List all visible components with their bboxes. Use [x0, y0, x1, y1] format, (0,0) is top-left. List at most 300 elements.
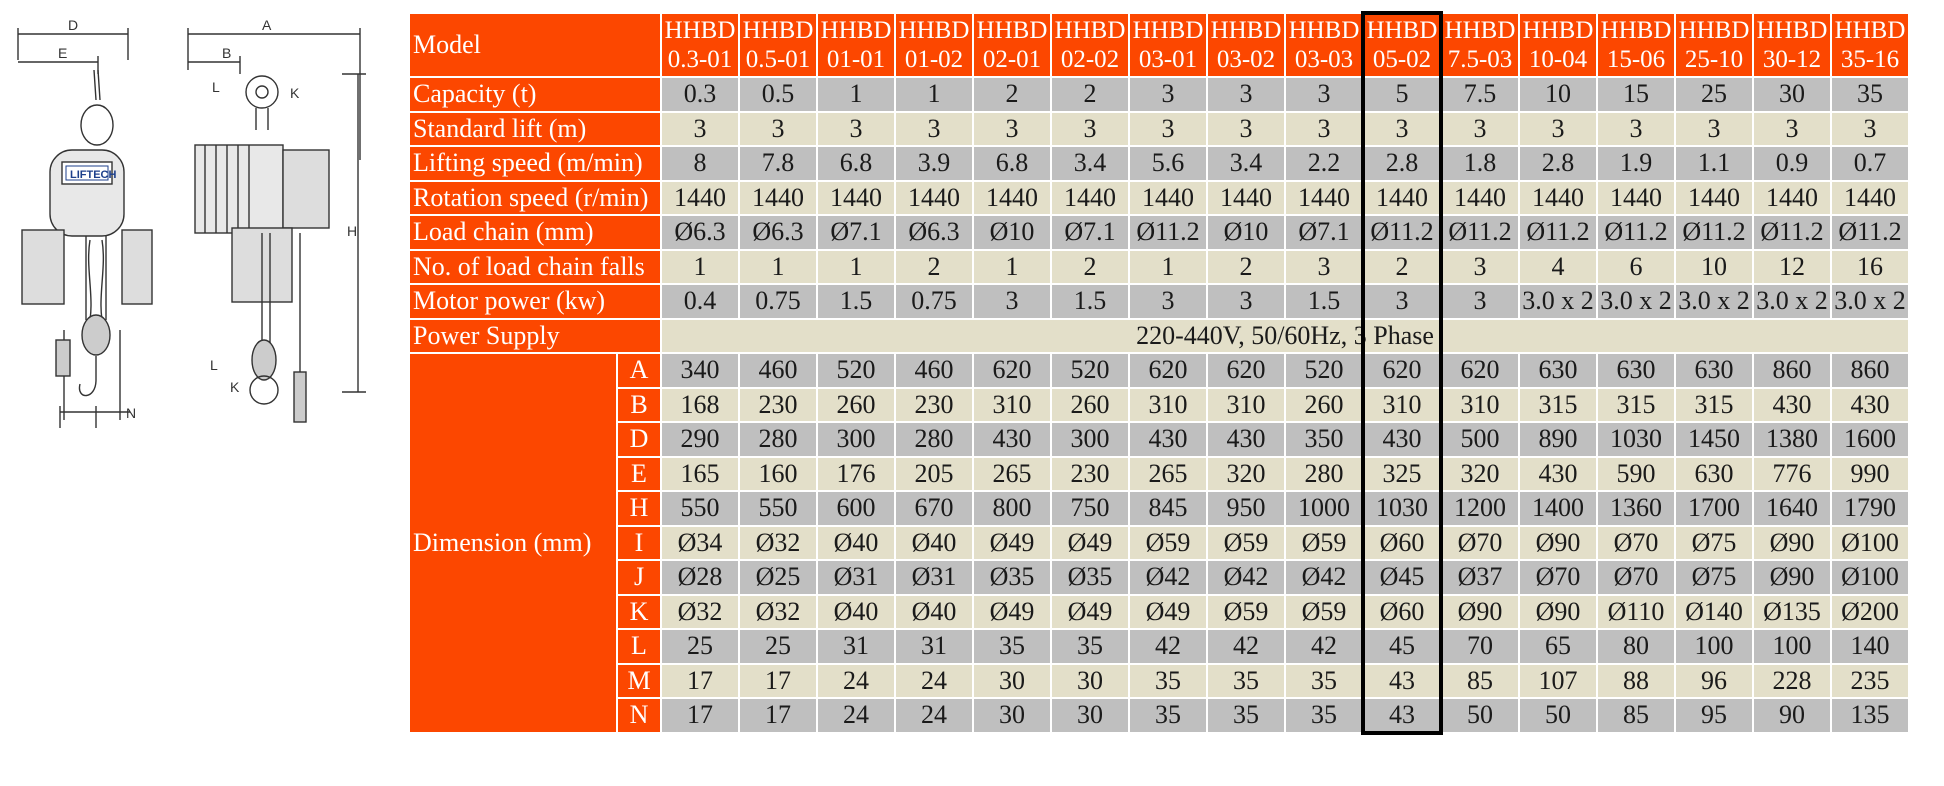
spec-value-cell: 340 — [662, 354, 738, 387]
spec-value-cell: 520 — [1052, 354, 1128, 387]
spec-value-cell: 25 — [1676, 78, 1752, 111]
spec-value-cell: Ø25 — [740, 561, 816, 594]
spec-value-cell: 5 — [1364, 78, 1440, 111]
spec-row — [410, 216, 1908, 249]
spec-value-cell: 88 — [1598, 665, 1674, 698]
model-header-cell — [1442, 14, 1518, 76]
spec-value-cell: 3 — [896, 113, 972, 146]
spec-value-cell: Ø10 — [1208, 216, 1284, 249]
spec-value-cell: 90 — [1754, 699, 1830, 732]
spec-value-cell: 3 — [1364, 113, 1440, 146]
spec-value-cell: 2 — [1052, 78, 1128, 111]
spec-row-label: Motor power (kw) — [410, 285, 660, 318]
spec-value-cell: 6.8 — [974, 147, 1050, 180]
spec-value-cell: Ø100 — [1832, 527, 1908, 560]
spec-value-cell: 3 — [1208, 285, 1284, 318]
spec-value-cell: 168 — [662, 389, 738, 422]
spec-value-cell: 1030 — [1364, 492, 1440, 525]
svg-text:D: D — [68, 17, 79, 33]
model-series: HHBD — [742, 17, 814, 44]
model-header-cell — [1208, 14, 1284, 76]
spec-value-cell: Ø59 — [1286, 596, 1362, 629]
spec-value-cell: 100 — [1754, 630, 1830, 663]
spec-value-cell: 3 — [974, 285, 1050, 318]
svg-text:E: E — [58, 45, 68, 61]
spec-value-cell: 24 — [818, 665, 894, 698]
dimension-key-cell: D — [618, 423, 660, 456]
spec-value-cell: 100 — [1676, 630, 1752, 663]
spec-value-cell: 950 — [1208, 492, 1284, 525]
spec-value-cell: 3.0 x 2 — [1520, 285, 1596, 318]
spec-value-cell: 310 — [1442, 389, 1518, 422]
svg-text:B: B — [222, 45, 232, 61]
spec-value-cell: Ø42 — [1130, 561, 1206, 594]
spec-value-cell: 205 — [896, 458, 972, 491]
spec-value-cell: 107 — [1520, 665, 1596, 698]
spec-value-cell: 1.1 — [1676, 147, 1752, 180]
model-code: 30-12 — [1762, 46, 1822, 73]
spec-value-cell: Ø70 — [1598, 561, 1674, 594]
spec-value-cell: 2 — [1364, 251, 1440, 284]
spec-value-cell: Ø70 — [1442, 527, 1518, 560]
spec-value-cell: 25 — [740, 630, 816, 663]
spec-value-cell: Ø90 — [1442, 596, 1518, 629]
spec-value-cell: 3 — [1754, 113, 1830, 146]
spec-value-cell: Ø11.2 — [1520, 216, 1596, 249]
spec-value-cell: 800 — [974, 492, 1050, 525]
spec-value-cell: 1600 — [1832, 423, 1908, 456]
model-series: HHBD — [976, 17, 1048, 44]
spec-row — [410, 78, 1908, 111]
model-header-cell — [1286, 14, 1362, 76]
model-series: HHBD — [1678, 17, 1750, 44]
spec-value-cell: 300 — [1052, 423, 1128, 456]
spec-value-cell: 6.8 — [818, 147, 894, 180]
spec-value-cell: 0.75 — [896, 285, 972, 318]
spec-value-cell: Ø31 — [896, 561, 972, 594]
spec-value-cell: 990 — [1832, 458, 1908, 491]
spec-value-cell: 50 — [1442, 699, 1518, 732]
dimension-key-cell: M — [618, 665, 660, 698]
spec-value-cell: 860 — [1832, 354, 1908, 387]
spec-value-cell: 3 — [1130, 78, 1206, 111]
spec-value-cell: 3 — [1130, 285, 1206, 318]
spec-value-cell: 630 — [1676, 458, 1752, 491]
dimension-row — [410, 458, 1908, 491]
spec-value-cell: Ø75 — [1676, 527, 1752, 560]
spec-value-cell: Ø49 — [1052, 596, 1128, 629]
spec-value-cell: Ø11.2 — [1364, 216, 1440, 249]
spec-value-cell: 315 — [1520, 389, 1596, 422]
spec-value-cell: 235 — [1832, 665, 1908, 698]
model-header-cell — [1364, 14, 1440, 76]
spec-value-cell: 260 — [1286, 389, 1362, 422]
spec-value-cell: 845 — [1130, 492, 1206, 525]
spec-value-cell: 1450 — [1676, 423, 1752, 456]
spec-value-cell: 315 — [1598, 389, 1674, 422]
spec-value-cell: 15 — [1598, 78, 1674, 111]
spec-value-cell: 4 — [1520, 251, 1596, 284]
spec-value-cell: Ø60 — [1364, 527, 1440, 560]
spec-value-cell: Ø7.1 — [1286, 216, 1362, 249]
spec-value-cell: Ø40 — [896, 596, 972, 629]
spec-value-cell: 30 — [1754, 78, 1830, 111]
spec-value-cell: 10 — [1520, 78, 1596, 111]
spec-value-cell: 140 — [1832, 630, 1908, 663]
spec-value-cell: 17 — [662, 699, 738, 732]
dimension-key-cell: A — [618, 354, 660, 387]
spec-value-cell: Ø59 — [1208, 527, 1284, 560]
model-header-label: Model — [410, 14, 660, 76]
spec-value-cell: Ø100 — [1832, 561, 1908, 594]
model-series: HHBD — [1054, 17, 1126, 44]
spec-value-cell: 310 — [974, 389, 1050, 422]
spec-value-cell: 1 — [818, 78, 894, 111]
spec-value-cell: Ø49 — [1130, 596, 1206, 629]
dimension-row — [410, 423, 1908, 456]
spec-value-cell: 1440 — [974, 182, 1050, 215]
spec-value-cell: 2.2 — [1286, 147, 1362, 180]
dimension-row — [410, 630, 1908, 663]
spec-value-cell: 1440 — [1754, 182, 1830, 215]
spec-value-cell: 1.5 — [1286, 285, 1362, 318]
model-code: 01-02 — [904, 46, 964, 73]
spec-value-cell: Ø11.2 — [1598, 216, 1674, 249]
spec-value-cell: 1640 — [1754, 492, 1830, 525]
spec-value-cell: 430 — [1130, 423, 1206, 456]
model-header-cell — [1598, 14, 1674, 76]
svg-text:A: A — [262, 17, 272, 33]
spec-value-cell: 16 — [1832, 251, 1908, 284]
spec-value-cell: 3.4 — [1208, 147, 1284, 180]
spec-value-cell: 50 — [1520, 699, 1596, 732]
dimension-key-cell: H — [618, 492, 660, 525]
spec-value-cell: 1440 — [1442, 182, 1518, 215]
spec-value-cell: 230 — [896, 389, 972, 422]
model-code: 01-01 — [826, 46, 886, 73]
spec-row-label: No. of load chain falls — [410, 251, 660, 284]
model-header-cell — [974, 14, 1050, 76]
spec-value-cell: 10 — [1676, 251, 1752, 284]
spec-value-cell: 35 — [1130, 665, 1206, 698]
spec-value-cell: 17 — [740, 699, 816, 732]
dimension-row — [410, 527, 1908, 560]
spec-value-cell: 1 — [1130, 251, 1206, 284]
spec-value-cell: 550 — [662, 492, 738, 525]
spec-value-cell: 96 — [1676, 665, 1752, 698]
model-header-cell — [662, 14, 738, 76]
dimension-key-cell: N — [618, 699, 660, 732]
spec-value-cell: Ø10 — [974, 216, 1050, 249]
model-code: 35-16 — [1840, 46, 1900, 73]
model-code: 05-02 — [1372, 46, 1432, 73]
spec-value-cell: Ø28 — [662, 561, 738, 594]
spec-value-cell: 12 — [1754, 251, 1830, 284]
spec-value-cell: 1440 — [896, 182, 972, 215]
spec-value-cell: Ø37 — [1442, 561, 1518, 594]
spec-value-cell: Ø11.2 — [1130, 216, 1206, 249]
spec-value-cell: 0.7 — [1832, 147, 1908, 180]
spec-value-cell: 1 — [662, 251, 738, 284]
spec-row-label: Lifting speed (m/min) — [410, 147, 660, 180]
spec-value-cell: 80 — [1598, 630, 1674, 663]
spec-value-cell: 35 — [1286, 699, 1362, 732]
spec-value-cell: 1440 — [818, 182, 894, 215]
spec-value-cell: 1440 — [1520, 182, 1596, 215]
header-row — [410, 14, 1908, 76]
spec-value-cell: 430 — [1754, 389, 1830, 422]
spec-value-cell: 1 — [974, 251, 1050, 284]
spec-value-cell: 320 — [1442, 458, 1518, 491]
spec-value-cell: 1400 — [1520, 492, 1596, 525]
spec-value-cell: Ø200 — [1832, 596, 1908, 629]
model-code: 03-03 — [1294, 46, 1354, 73]
spec-value-cell: Ø90 — [1754, 527, 1830, 560]
spec-value-cell: 1.9 — [1598, 147, 1674, 180]
model-header-cell — [1832, 14, 1908, 76]
model-code: 02-02 — [1060, 46, 1120, 73]
spec-value-cell: 17 — [662, 665, 738, 698]
spec-value-cell: 350 — [1286, 423, 1362, 456]
spec-value-cell: Ø35 — [1052, 561, 1128, 594]
svg-text:L: L — [210, 357, 218, 373]
model-series: HHBD — [1444, 17, 1516, 44]
model-series: HHBD — [1600, 17, 1672, 44]
model-code: 0.5-01 — [745, 46, 811, 73]
spec-value-cell: Ø11.2 — [1832, 216, 1908, 249]
spec-value-cell: Ø60 — [1364, 596, 1440, 629]
spec-value-cell: 3 — [1442, 285, 1518, 318]
model-code: 10-04 — [1528, 46, 1588, 73]
spec-value-cell: Ø32 — [740, 596, 816, 629]
model-code: 15-06 — [1606, 46, 1666, 73]
spec-value-cell: Ø49 — [1052, 527, 1128, 560]
spec-value-cell: 35 — [1130, 699, 1206, 732]
spec-value-cell: 42 — [1286, 630, 1362, 663]
spec-row — [410, 113, 1908, 146]
spec-value-cell: 1440 — [1052, 182, 1128, 215]
spec-row — [410, 251, 1908, 284]
spec-value-cell: 3 — [1598, 113, 1674, 146]
dimension-row — [410, 665, 1908, 698]
spec-value-cell: 3 — [1442, 113, 1518, 146]
spec-value-cell: 2 — [1052, 251, 1128, 284]
dimension-group-label: Dimension (mm) — [410, 354, 616, 732]
spec-value-cell: 42 — [1130, 630, 1206, 663]
svg-text:L: L — [212, 79, 220, 95]
spec-value-cell: Ø7.1 — [818, 216, 894, 249]
spec-value-cell: Ø90 — [1754, 561, 1830, 594]
spec-value-cell: 3 — [662, 113, 738, 146]
spec-value-cell: Ø40 — [818, 596, 894, 629]
spec-value-cell: 25 — [662, 630, 738, 663]
spec-value-cell: 3 — [1442, 251, 1518, 284]
spec-value-cell: Ø6.3 — [662, 216, 738, 249]
spec-table-body — [410, 14, 1908, 732]
power-supply-row — [410, 320, 1908, 353]
dimension-row — [410, 492, 1908, 525]
spec-value-cell: Ø49 — [974, 527, 1050, 560]
spec-value-cell: 550 — [740, 492, 816, 525]
spec-value-cell: 3.0 x 2 — [1754, 285, 1830, 318]
spec-value-cell: 176 — [818, 458, 894, 491]
model-series: HHBD — [1210, 17, 1282, 44]
spec-value-cell: Ø34 — [662, 527, 738, 560]
spec-value-cell: Ø75 — [1676, 561, 1752, 594]
spec-value-cell: 24 — [896, 665, 972, 698]
spec-value-cell: 1030 — [1598, 423, 1674, 456]
spec-value-cell: 230 — [1052, 458, 1128, 491]
spec-value-cell: 430 — [1520, 458, 1596, 491]
spec-value-cell: Ø7.1 — [1052, 216, 1128, 249]
spec-table-container — [408, 12, 1910, 734]
spec-value-cell: 0.5 — [740, 78, 816, 111]
spec-value-cell: 430 — [974, 423, 1050, 456]
model-code: 03-02 — [1216, 46, 1276, 73]
spec-value-cell: 5.6 — [1130, 147, 1206, 180]
spec-value-cell: 310 — [1364, 389, 1440, 422]
spec-value-cell: 1360 — [1598, 492, 1674, 525]
spec-row-label: Rotation speed (r/min) — [410, 182, 660, 215]
spec-value-cell: Ø59 — [1130, 527, 1206, 560]
spec-value-cell: Ø42 — [1286, 561, 1362, 594]
spec-value-cell: 3.0 x 2 — [1598, 285, 1674, 318]
spec-value-cell: 315 — [1676, 389, 1752, 422]
model-code: 0.3-01 — [667, 46, 733, 73]
spec-value-cell: 670 — [896, 492, 972, 525]
spec-value-cell: 620 — [1130, 354, 1206, 387]
spec-value-cell: 776 — [1754, 458, 1830, 491]
spec-value-cell: Ø135 — [1754, 596, 1830, 629]
spec-value-cell: 85 — [1598, 699, 1674, 732]
model-header-cell — [1676, 14, 1752, 76]
spec-value-cell: Ø11.2 — [1676, 216, 1752, 249]
spec-value-cell: 1.5 — [1052, 285, 1128, 318]
spec-value-cell: 2 — [1208, 251, 1284, 284]
spec-value-cell: 3 — [1286, 78, 1362, 111]
spec-value-cell: Ø6.3 — [896, 216, 972, 249]
spec-value-cell: 520 — [1286, 354, 1362, 387]
spec-value-cell: 260 — [818, 389, 894, 422]
spec-value-cell: 3 — [1520, 113, 1596, 146]
spec-row — [410, 147, 1908, 180]
spec-value-cell: 3.9 — [896, 147, 972, 180]
spec-value-cell: 35 — [1208, 665, 1284, 698]
spec-value-cell: 43 — [1364, 699, 1440, 732]
spec-value-cell: 310 — [1130, 389, 1206, 422]
spec-value-cell: 460 — [740, 354, 816, 387]
model-series: HHBD — [820, 17, 892, 44]
spec-value-cell: 890 — [1520, 423, 1596, 456]
spec-value-cell: 620 — [974, 354, 1050, 387]
spec-value-cell: 228 — [1754, 665, 1830, 698]
dimension-key-cell: L — [618, 630, 660, 663]
spec-value-cell: 31 — [818, 630, 894, 663]
spec-value-cell: 3 — [974, 113, 1050, 146]
spec-value-cell: 1.8 — [1442, 147, 1518, 180]
spec-value-cell: 1 — [818, 251, 894, 284]
spec-value-cell: Ø31 — [818, 561, 894, 594]
spec-value-cell: 35 — [1208, 699, 1284, 732]
spec-value-cell: 1 — [896, 78, 972, 111]
spec-value-cell: 24 — [896, 699, 972, 732]
spec-value-cell: 1790 — [1832, 492, 1908, 525]
spec-value-cell: 35 — [974, 630, 1050, 663]
model-series: HHBD — [1522, 17, 1594, 44]
power-supply-label: Power Supply — [410, 320, 660, 353]
spec-value-cell: 30 — [974, 665, 1050, 698]
spec-value-cell: 1440 — [662, 182, 738, 215]
spec-value-cell: 1440 — [1208, 182, 1284, 215]
model-header-cell — [818, 14, 894, 76]
power-supply-value: 220-440V, 50/60Hz, 3 Phase — [662, 320, 1908, 353]
spec-value-cell: Ø32 — [740, 527, 816, 560]
spec-row-label: Standard lift (m) — [410, 113, 660, 146]
spec-value-cell: 280 — [896, 423, 972, 456]
model-code: 02-01 — [982, 46, 1042, 73]
spec-value-cell: 430 — [1208, 423, 1284, 456]
spec-value-cell: Ø11.2 — [1754, 216, 1830, 249]
spec-value-cell: Ø11.2 — [1442, 216, 1518, 249]
hoist-spec-table — [408, 12, 1910, 734]
model-code: 03-01 — [1138, 46, 1198, 73]
spec-value-cell: 95 — [1676, 699, 1752, 732]
spec-value-cell: Ø32 — [662, 596, 738, 629]
spec-value-cell: 7.8 — [740, 147, 816, 180]
spec-value-cell: 31 — [896, 630, 972, 663]
spec-value-cell: 1000 — [1286, 492, 1362, 525]
dimension-key-cell: E — [618, 458, 660, 491]
spec-value-cell: 260 — [1052, 389, 1128, 422]
spec-value-cell: 320 — [1208, 458, 1284, 491]
spec-value-cell: 1440 — [1676, 182, 1752, 215]
spec-value-cell: 85 — [1442, 665, 1518, 698]
spec-value-cell: 620 — [1364, 354, 1440, 387]
spec-value-cell: 3 — [1130, 113, 1206, 146]
spec-value-cell: 1.5 — [818, 285, 894, 318]
spec-value-cell: 0.75 — [740, 285, 816, 318]
spec-value-cell: 620 — [1442, 354, 1518, 387]
spec-value-cell: 35 — [1286, 665, 1362, 698]
model-series: HHBD — [1834, 17, 1906, 44]
spec-value-cell: 30 — [1052, 665, 1128, 698]
spec-value-cell: 17 — [740, 665, 816, 698]
model-series: HHBD — [1132, 17, 1204, 44]
spec-row-label: Load chain (mm) — [410, 216, 660, 249]
spec-value-cell: 3 — [1208, 113, 1284, 146]
dimension-row — [410, 699, 1908, 732]
spec-value-cell: Ø59 — [1286, 527, 1362, 560]
spec-value-cell: 3 — [1052, 113, 1128, 146]
spec-value-cell: 620 — [1208, 354, 1284, 387]
model-header-cell — [740, 14, 816, 76]
spec-value-cell: Ø70 — [1598, 527, 1674, 560]
spec-value-cell: 3 — [1676, 113, 1752, 146]
spec-value-cell: 0.3 — [662, 78, 738, 111]
spec-value-cell: 45 — [1364, 630, 1440, 663]
spec-value-cell: 590 — [1598, 458, 1674, 491]
spec-value-cell: 42 — [1208, 630, 1284, 663]
spec-value-cell: Ø40 — [896, 527, 972, 560]
spec-value-cell: 3 — [818, 113, 894, 146]
spec-value-cell: 1440 — [1832, 182, 1908, 215]
spec-value-cell: 630 — [1520, 354, 1596, 387]
spec-value-cell: Ø59 — [1208, 596, 1284, 629]
spec-value-cell: Ø90 — [1520, 527, 1596, 560]
dimension-key-cell: B — [618, 389, 660, 422]
spec-value-cell: 0.9 — [1754, 147, 1830, 180]
spec-value-cell: 3 — [1832, 113, 1908, 146]
